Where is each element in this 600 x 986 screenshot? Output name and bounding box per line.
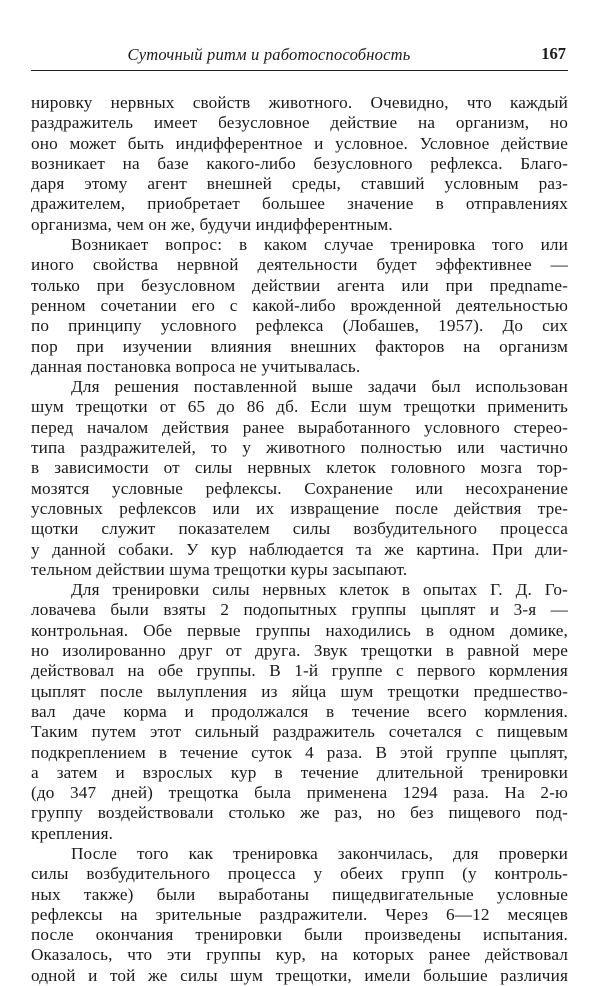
text-line: пор при изучении влияния внешних факторов на организм [31,336,568,356]
text-line: группу воздействовали столько же раз, но без пищевого под- [31,803,568,823]
paragraph-first-line: Для тренировки силы нервных клеток в опытах Г. Д. Го- [71,580,568,600]
text-line: подкреплением в течение суток 4 раза. В этой группе цыплят, [31,742,568,762]
text-line: щотки служит показателем силы возбудительного процесса [31,519,568,539]
text-line: ловачева были взяты 2 подопытных группы цыплят и 3-я — [31,600,568,620]
text-line: Оказалось, что эти группы кур, на которых ранее действовал [31,945,568,965]
text-line: иного свойства нервной деятельности будет эффективнее — [31,255,568,275]
text-line: тельном действии шума трещотки куры засыпают. [31,559,408,579]
text-line: ренном сочетании его с какой-либо врожденной деятельностью [31,295,568,315]
header-rule [31,70,568,71]
text-line: одной и той же силы шум трещотки, имели большие различия [31,965,568,985]
text-line: организма, чем он же, будучи индифферентным. [31,214,393,234]
text-line: у данной собаки. У кур наблюдается та же картина. При дли- [31,539,568,559]
text-line: возникает на базе какого-либо безусловного рефлекса. Благо- [31,153,568,173]
text-line: типа раздражителей, то у животного полностью или частично [31,438,568,458]
text-line: (до 347 дней) трещотка была применена 1294 раза. На 2-ю [31,783,568,803]
text-line: только при безусловном действии агента или при предname- [31,275,568,295]
text-line: силы возбудительного процесса у обеих групп (у контроль- [31,864,568,884]
text-line: ных также) были выработаны пищедвигательные условные [31,884,568,904]
text-line: перед началом действия ранее выработанного условного стерео- [31,417,568,437]
page-number: 167 [541,44,566,63]
paragraph-first-line: Для решения поставленной выше задачи был использован [71,377,568,397]
text-line: действовал на обе группы. В 1-й группе с первого кормления [31,661,568,681]
text-line: крепления. [31,823,114,843]
running-title: Суточный ритм и работоспособность [127,45,411,64]
text-line: раздражитель имеет безусловное действие на организм, но [31,113,568,133]
text-line: нировку нервных свойств животного. Очевидно, что каждый [31,93,568,112]
text-line: цыплят после вылупления из яйца шум трещотки предшество- [31,681,568,701]
text-line: шум трещотки от 65 до 86 дб. Если шум трещотки применить [31,397,568,417]
text-line: после окончания тренировки были произведены испытания. [31,925,568,945]
text-line: контрольная. Обе первые группы находились в одном домике, [31,620,568,640]
body-text [31,93,568,986]
text-line: условных рефлексов или их извращение после действия тре- [31,498,568,518]
text-line: но изолированно друг от друга. Звук трещотки в равной мере [31,641,568,661]
running-header [31,43,568,65]
text-line: рефлексы на зрительные раздражители. Через 6—12 месяцев [31,904,568,924]
text-line: а затем и взрослых кур в течение длительной тренировки [31,762,568,782]
paragraph-first-line: После того как тренировка закончилась, для проверки [71,843,568,863]
text-line: в зависимости от силы нервных клеток головного мозга тор- [31,458,568,478]
paragraph-first-line: Возникает вопрос: в каком случае тренировка того или [71,235,568,255]
text-line: вал даче корма и продолжался в течение всего кормления. [31,701,568,721]
text-line: оно может быть индифферентное и условное. Условное действие [31,133,568,153]
text-line: мозятся условные рефлексы. Сохранение или несохранение [31,478,568,498]
text-line: дражителем, приобретает большее значение в отправлениях [31,194,568,214]
text-line: по принципу условного рефлекса (Лобашев, 1957). До сих [31,316,568,336]
text-line: Таким путем этот сильный раздражитель сочетался с пищевым [31,722,568,742]
text-line: даря этому агент внешней среды, ставший условным раз- [31,174,568,194]
text-line: данная постановка вопроса не учитывалась. [31,356,361,376]
